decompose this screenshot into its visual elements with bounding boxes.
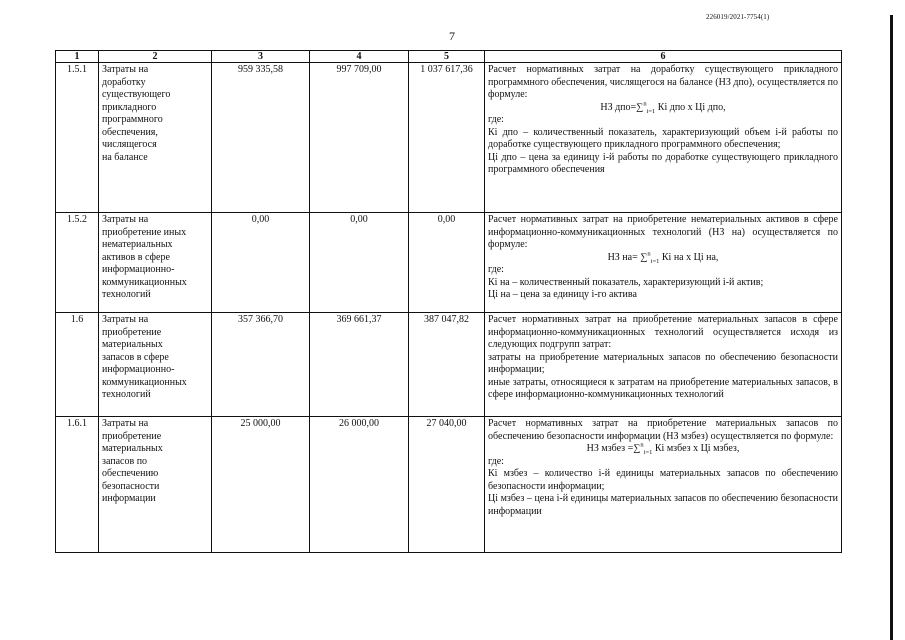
header-col-3: 3 [212,51,310,63]
description-line: где: [488,114,504,125]
value-col-5: 387 047,82 [409,313,485,417]
name-line: информации [102,493,156,504]
value-col-3: 959 335,58 [212,63,310,213]
formula-right: Кi на х Цi на, [659,251,719,263]
name-line: материальных [102,443,163,454]
name-line: технологий [102,389,151,400]
name-line: обеспечению [102,468,159,479]
column-number-header-row [56,51,842,63]
description-line: иные затраты, относящиеся к затратам на приобретение материальных запасов, в сфере информационно-коммуникационных технологий [488,376,838,400]
formula-lower-limit: i=1 [646,107,656,115]
name-line: на балансе [102,151,148,163]
name-line: запасов в сфере [102,351,169,363]
description-line: Цi дпо – цена за единицу i-й работы по доработке существующего прикладного программного обеспечения [488,151,838,175]
name-line: коммуникационных [102,376,187,388]
name-line: Затраты на [102,418,149,429]
name-line: коммуникационных [102,276,187,288]
cost-table [55,50,842,553]
name-line: Затраты на [102,64,149,75]
formula-upper-limit: n [643,100,647,108]
header-col-1: 1 [56,51,99,63]
value-col-5: 27 040,00 [409,417,485,553]
table-row [56,417,842,553]
name-line: запасов по [102,455,148,467]
cost-item-name [99,213,212,313]
header-col-4: 4 [310,51,409,63]
formula-right: Кi дпо х Цi дпо, [655,101,726,113]
table-row [56,313,842,417]
formula [488,102,838,115]
name-line: нематериальных [102,239,173,250]
header-col-6: 6 [485,51,842,63]
cost-item-name [99,313,212,417]
formula [488,443,838,456]
name-line: прикладного [102,101,157,113]
header-col-2: 2 [99,51,212,63]
row-number: 1.6 [56,313,99,417]
formula-left: НЗ дпо= [600,101,637,113]
calculation-description [485,417,842,553]
value-col-5: 1 037 617,36 [409,63,485,213]
value-col-3: 0,00 [212,213,310,313]
name-line: материальных [102,339,163,350]
name-line: программного [102,114,163,125]
header-col-5: 5 [409,51,485,63]
name-line: информационно- [102,264,175,275]
name-line: приобретение [102,326,162,338]
description-line: где: [488,455,504,467]
description-line: Кi на – количественный показатель, характеризующий i-й актив; [488,276,764,288]
document-registration-number: 226019/2021-7754(1) [706,13,770,21]
description-text: Расчет нормативных затрат на доработку существующего прикладного программного обеспечения, числящегося на балансе (НЗ дпо), осуществляется по формуле: [488,64,838,100]
formula-lower-limit: i=1 [650,257,660,265]
description-line: затраты на приобретение материальных запасов по обеспечению безопасности информации; [488,351,838,375]
name-line: технологий [102,289,151,300]
formula-upper-limit: n [647,250,651,258]
value-col-5: 0,00 [409,213,485,313]
formula [488,252,838,265]
row-number: 1.5.2 [56,213,99,313]
name-line: существующего [102,89,171,100]
description-text: Расчет нормативных затрат на приобретение материальных запасов в сфере информационно-коммуникационных технологий осуществляется исходя из следующих подгрупп затрат: [488,314,838,350]
row-number: 1.6.1 [56,417,99,553]
value-col-4: 26 000,00 [310,417,409,553]
formula-left: НЗ мзбез = [586,443,634,454]
description-line: Кi мзбез – количество i-й единицы материальных запасов по обеспечению безопасности информации; [488,468,838,492]
page-number: 7 [449,29,455,43]
formula-left: НЗ на= [607,251,641,263]
table-row [56,213,842,313]
name-line: числящегося [102,139,157,150]
name-line: активов в сфере [102,251,170,263]
cost-item-name [99,417,212,553]
name-line: приобретение иных [102,226,187,238]
name-line: доработку [102,76,146,88]
calculation-description [485,213,842,313]
description-line: где: [488,264,504,275]
name-line: информационно- [102,364,175,375]
description-line: Кi дпо – количественный показатель, характеризующий объем i-й работы по доработке существующего прикладного программного обеспечения; [488,126,838,150]
value-col-3: 357 366,70 [212,313,310,417]
cost-item-name [99,63,212,213]
name-line: Затраты на [102,314,149,325]
table-row [56,63,842,213]
name-line: безопасности [102,480,160,492]
sum-icon: ∑ [633,443,641,454]
value-col-3: 25 000,00 [212,417,310,553]
calculation-description [485,313,842,417]
formula-upper-limit: n [640,441,644,449]
name-line: Затраты на [102,214,149,225]
name-line: приобретение [102,430,162,442]
sum-icon: ∑ [636,101,644,113]
description-line: Цi на – цена за единицу i-го актива [488,289,637,300]
value-col-4: 997 709,00 [310,63,409,213]
formula-lower-limit: i=1 [643,449,653,456]
row-number: 1.5.1 [56,63,99,213]
value-col-4: 0,00 [310,213,409,313]
scan-edge-line [890,15,893,640]
sum-icon: ∑ [640,251,648,263]
name-line: обеспечения, [102,126,158,138]
formula-right: Кi мзбез х Цi мзбез, [652,443,740,454]
description-text: Расчет нормативных затрат на приобретение материальных запасов по обеспечению безопасности информации (НЗ мзбез) осуществляется по формуле: [488,418,838,442]
value-col-4: 369 661,37 [310,313,409,417]
description-line: Цi мзбез – цена i-й единицы материальных запасов по обеспечению безопасности информации [488,493,838,517]
description-text: Расчет нормативных затрат на приобретение нематериальных активов в сфере информационно-коммуникационных технологий (НЗ на) осуществляется по формуле: [488,214,838,250]
calculation-description [485,63,842,213]
